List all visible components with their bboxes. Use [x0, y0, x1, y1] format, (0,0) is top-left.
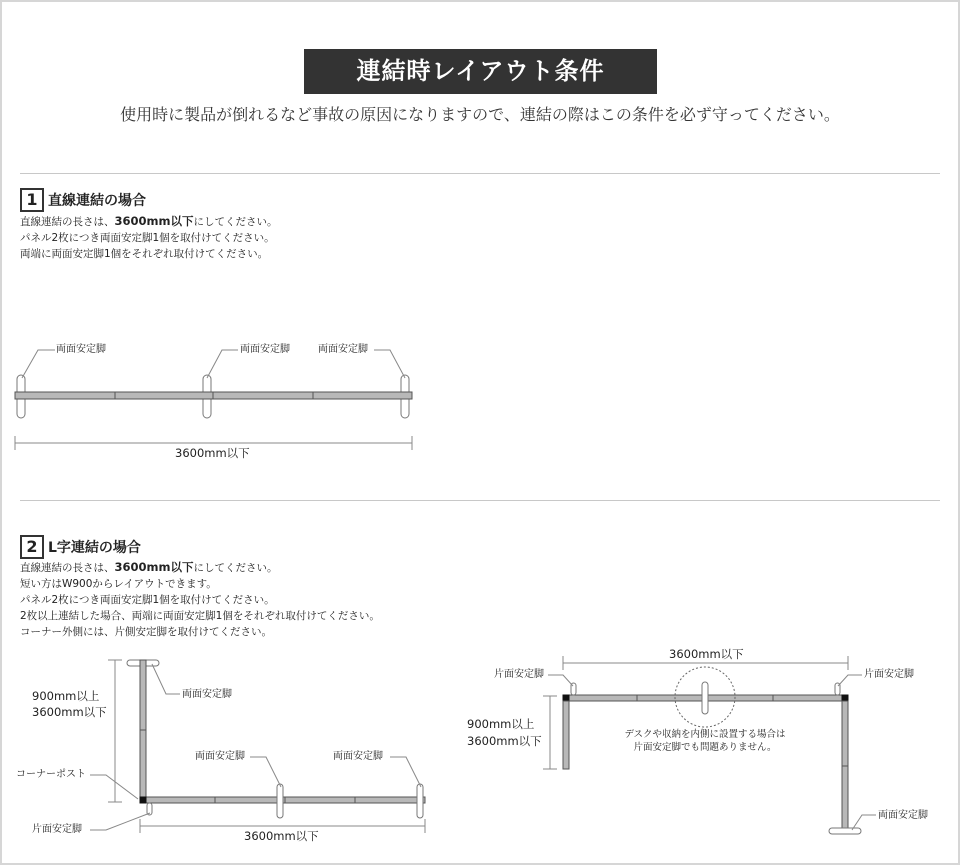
page-subtitle: 使用時に製品が倒れるなど事故の原因になりますので、連結の際はこの条件を必ず守ってください。 — [120, 105, 840, 124]
section2-desc-line1: 直線連結の長さは、3600mm以下にしてください。 — [20, 560, 278, 574]
s1-label-left: 両面安定脚 — [56, 344, 106, 355]
section2-desc-line4: 2枚以上連結した場合、両端に両面安定脚1個をそれぞれ取付けてください。 — [20, 610, 380, 622]
s2l-label-right: 両面安定脚 — [333, 751, 383, 762]
s1-leader-left — [22, 350, 55, 378]
s1-label-middle: 両面安定脚 — [240, 344, 290, 355]
section2-desc-line3: パネル2枚につき両面安定脚1個を取付けてください。 — [20, 594, 275, 606]
s2r-note-1: デスクや収納を内側に設置する場合は — [624, 729, 786, 740]
s2l-leader-mid — [250, 757, 281, 787]
s2r-foot-mid — [702, 682, 708, 714]
section1-number: 1 — [20, 188, 44, 212]
s2r-label-bottom: 両面安定脚 — [878, 810, 928, 821]
section2-number: 2 — [20, 535, 44, 559]
s2l-leader-right — [390, 757, 421, 787]
section1-desc-line2: パネル2枚につき両面安定脚1個を取付けてください。 — [20, 232, 275, 244]
s2r-corner-right — [842, 695, 848, 701]
section1-title: 直線連結の場合 — [48, 193, 146, 209]
s2l-vdim-label-1: 900mm以上 — [32, 689, 100, 703]
s2r-vdim-label-1: 900mm以上 — [467, 717, 535, 731]
s2l-hdim-label: 3600mm以下 — [244, 829, 319, 843]
s2l-vertical-panel — [140, 660, 146, 802]
s2r-left-panel — [563, 701, 569, 769]
divider-middle — [20, 500, 940, 501]
section1-desc-line1: 直線連結の長さは、3600mm以下にしてください。 — [20, 214, 278, 228]
s2l-label-top: 両面安定脚 — [182, 689, 232, 700]
s2r-topdim-label: 3600mm以下 — [669, 647, 744, 661]
s2r-label-right: 片面安定脚 — [864, 669, 914, 680]
s2r-leader-left — [548, 675, 573, 686]
s2l-leader-top — [152, 664, 180, 694]
s2r-label-left: 片面安定脚 — [494, 669, 544, 680]
s2r-corner-left — [563, 695, 569, 701]
s2r-vdim-label-2: 3600mm以下 — [467, 734, 542, 748]
page-title: 連結時レイアウト条件 — [304, 49, 657, 94]
s2l-label-bottom: 片面安定脚 — [32, 824, 82, 835]
section2-description — [20, 559, 380, 640]
section2-title: L字連結の場合 — [48, 540, 141, 556]
section1-desc-line3: 両端に両面安定脚1個をそれぞれ取付けてください。 — [20, 248, 269, 260]
s2l-foot-right — [417, 784, 423, 818]
s2r-leader-right — [838, 675, 862, 686]
s1-dimension: 3600mm以下 — [175, 446, 250, 460]
s2l-label-corner: コーナーポスト — [16, 769, 86, 780]
s2r-foot-bottom — [829, 828, 861, 834]
s1-leader-right — [374, 350, 405, 378]
s1-leader-middle — [207, 350, 238, 378]
s2r-note-2: 片面安定脚でも問題ありません。 — [633, 742, 777, 753]
s2l-foot-mid — [277, 784, 283, 818]
s2l-corner-post — [140, 797, 146, 803]
s2l-vdim-label-2: 3600mm以下 — [32, 705, 107, 719]
s2l-leader-bottom — [90, 813, 150, 830]
s1-label-right: 両面安定脚 — [318, 344, 368, 355]
s2l-label-mid: 両面安定脚 — [195, 751, 245, 762]
s2l-leader-corner — [90, 775, 138, 799]
section2-desc-line5: コーナー外側には、片側安定脚を取付けてください。 — [20, 626, 272, 638]
section2-desc-line2: 短い方はW900からレイアウトできます。 — [20, 578, 217, 590]
